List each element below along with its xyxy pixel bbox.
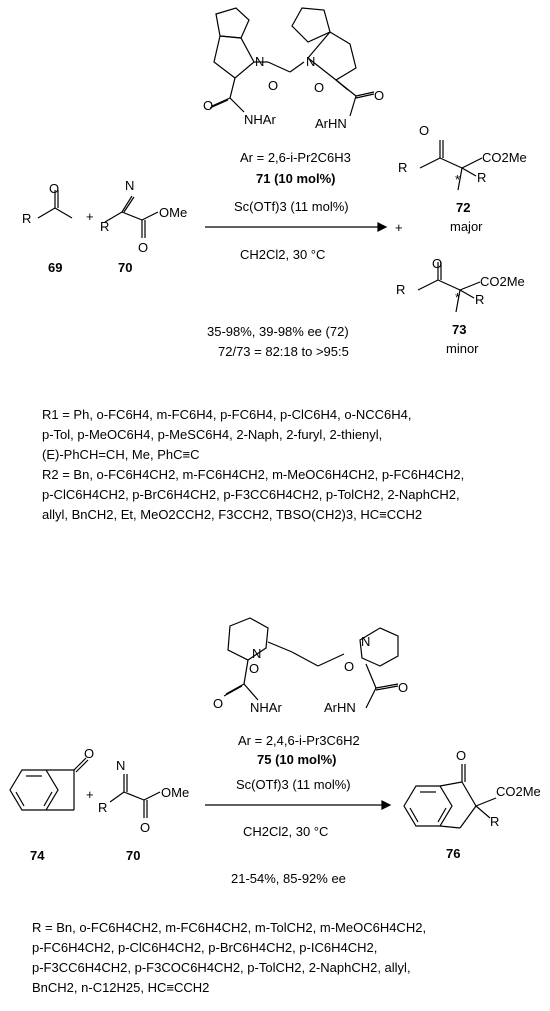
conditions-1: CH2Cl2, 30 °C <box>240 247 326 262</box>
lewis-acid-1: Sc(OTf)3 (11 mol%) <box>234 199 349 214</box>
r-label: R <box>98 800 108 815</box>
r1-line-1: R1 = Ph, o-FC6H4, m-FC6H4, p-FC6H4, p-ClC6H4, o-NCC6H4, <box>42 407 412 422</box>
product-76-o: O <box>456 748 467 763</box>
ester-o-label: O <box>138 240 149 255</box>
product-72-major-label: major <box>450 219 483 234</box>
ketone-74-number: 74 <box>30 848 45 863</box>
carbonyl-o-left: O <box>203 98 214 113</box>
o-minus-left-label-2: O <box>249 661 260 676</box>
conditions-2: CH2Cl2, 30 °C <box>243 824 329 839</box>
o-minus-right-label-2: O <box>344 659 355 674</box>
product-73-co2me: CO2Me <box>480 274 525 289</box>
product-72-o: O <box>419 123 430 138</box>
r2-line-2: p-ClC6H4CH2, p-BrC6H4CH2, p-F3CC6H4CH2, p-TolCH2, 2-NaphCH2, <box>42 487 460 502</box>
product-76-structure <box>404 764 496 828</box>
ome-label-1: OMe <box>159 205 188 220</box>
yield-ee-2: 21-54%, 85-92% ee <box>231 871 346 886</box>
n2-label: N <box>125 178 135 193</box>
product-72-structure <box>420 140 482 190</box>
n-oxide-right-label: N <box>306 54 316 69</box>
stereo-star-72: * <box>455 172 461 187</box>
product-73-o: O <box>432 256 443 271</box>
product-73-number: 73 <box>452 322 467 337</box>
catalyst-71-ar-label: Ar = 2,6-i-Pr2C6H3 <box>240 150 351 165</box>
r1-line-2: p-Tol, p-MeOC6H4, p-MeSC6H4, 2-Naph, 2-furyl, 2-thienyl, <box>42 427 383 442</box>
product-73-minor-label: minor <box>446 341 479 356</box>
ketone-o-label: O <box>49 181 60 196</box>
r-line-1: R = Bn, o-FC6H4CH2, m-FC6H4CH2, m-TolCH2, m-MeOC6H4CH2, <box>32 920 427 935</box>
r2-line-3: allyl, BnCH2, Et, MeO2CCH2, F3CCH2, TBSO(CH2)3, HC≡CCH2 <box>42 507 423 522</box>
product-72-number: 72 <box>456 200 471 215</box>
product-72-r1: R <box>398 160 408 175</box>
r-line-4: BnCH2, n-C12H25, HC≡CCH2 <box>32 980 210 995</box>
ester-o-label-2: O <box>140 820 151 835</box>
r2-label: R <box>100 219 110 234</box>
product-73-r2: R <box>396 282 406 297</box>
r1-label: R <box>22 211 32 226</box>
stereo-star-73: * <box>455 290 461 305</box>
arhn-label-2: ArHN <box>324 700 356 715</box>
n-oxide-right-label-2: N <box>361 634 371 649</box>
n-oxide-left-label: N <box>255 54 265 69</box>
r-line-2: p-FC6H4CH2, p-ClC6H4CH2, p-BrC6H4CH2, p-IC6H4CH2, <box>32 940 378 955</box>
catalyst-71-loading: 71 (10 mol%) <box>256 171 336 186</box>
plus-sign-1: + <box>86 209 94 224</box>
ketone-74-structure <box>10 758 88 810</box>
r2-line-1: R2 = Bn, o-FC6H4CH2, m-FC6H4CH2, m-MeOC6H4CH2, p-FC6H4CH2, <box>42 467 465 482</box>
product-73-structure <box>418 262 480 312</box>
n-oxide-left-label-2: N <box>252 646 262 661</box>
catalyst-71-structure <box>210 8 374 116</box>
plus-sign-3: + <box>86 787 94 802</box>
nhar-label: NHAr <box>244 112 276 127</box>
lewis-acid-2: Sc(OTf)3 (11 mol%) <box>236 777 351 792</box>
yield-ee-1: 35-98%, 39-98% ee (72) <box>207 324 349 339</box>
carbonyl-o-right-2: O <box>398 680 409 695</box>
diazo-70b-number: 70 <box>126 848 141 863</box>
r1-r2-substituent-list <box>42 405 464 525</box>
ratio-72-73: 72/73 = 82:18 to >95:5 <box>218 344 349 359</box>
diazo-70-structure <box>105 196 158 238</box>
arrow-head-1 <box>378 223 386 231</box>
r-line-3: p-F3CC6H4CH2, p-F3COC6H4CH2, p-TolCH2, 2-NaphCH2, allyl, <box>32 960 411 975</box>
r-substituent-list <box>32 918 426 998</box>
r1-line-3: (E)-PhCH=CH, Me, PhC≡C <box>42 447 200 462</box>
arrow-head-2 <box>382 801 390 809</box>
arhn-label: ArHN <box>315 116 347 131</box>
product-72-r2: R <box>477 170 487 185</box>
product-73-r1: R <box>475 292 485 307</box>
carbonyl-o-left-2: O <box>213 696 224 711</box>
carbonyl-o-right: O <box>374 88 385 103</box>
catalyst-75-ar-label: Ar = 2,4,6-i-Pr3C6H2 <box>238 733 360 748</box>
product-76-r: R <box>490 814 500 829</box>
nhar-label-2: NHAr <box>250 700 282 715</box>
product-76-number: 76 <box>446 846 461 861</box>
o-minus-right-label: O <box>314 80 325 95</box>
diazo-70b-structure <box>110 774 160 818</box>
ketone-69-number: 69 <box>48 260 63 275</box>
n2-label-2: N <box>116 758 126 773</box>
catalyst-75-loading: 75 (10 mol%) <box>257 752 337 767</box>
diazo-70-number: 70 <box>118 260 133 275</box>
ketone-74-o: O <box>84 746 95 761</box>
product-76-co2me: CO2Me <box>496 784 541 799</box>
product-72-co2me: CO2Me <box>482 150 527 165</box>
plus-sign-2: + <box>395 220 403 235</box>
o-minus-left-label: O <box>268 78 279 93</box>
ome-label-2: OMe <box>161 785 190 800</box>
